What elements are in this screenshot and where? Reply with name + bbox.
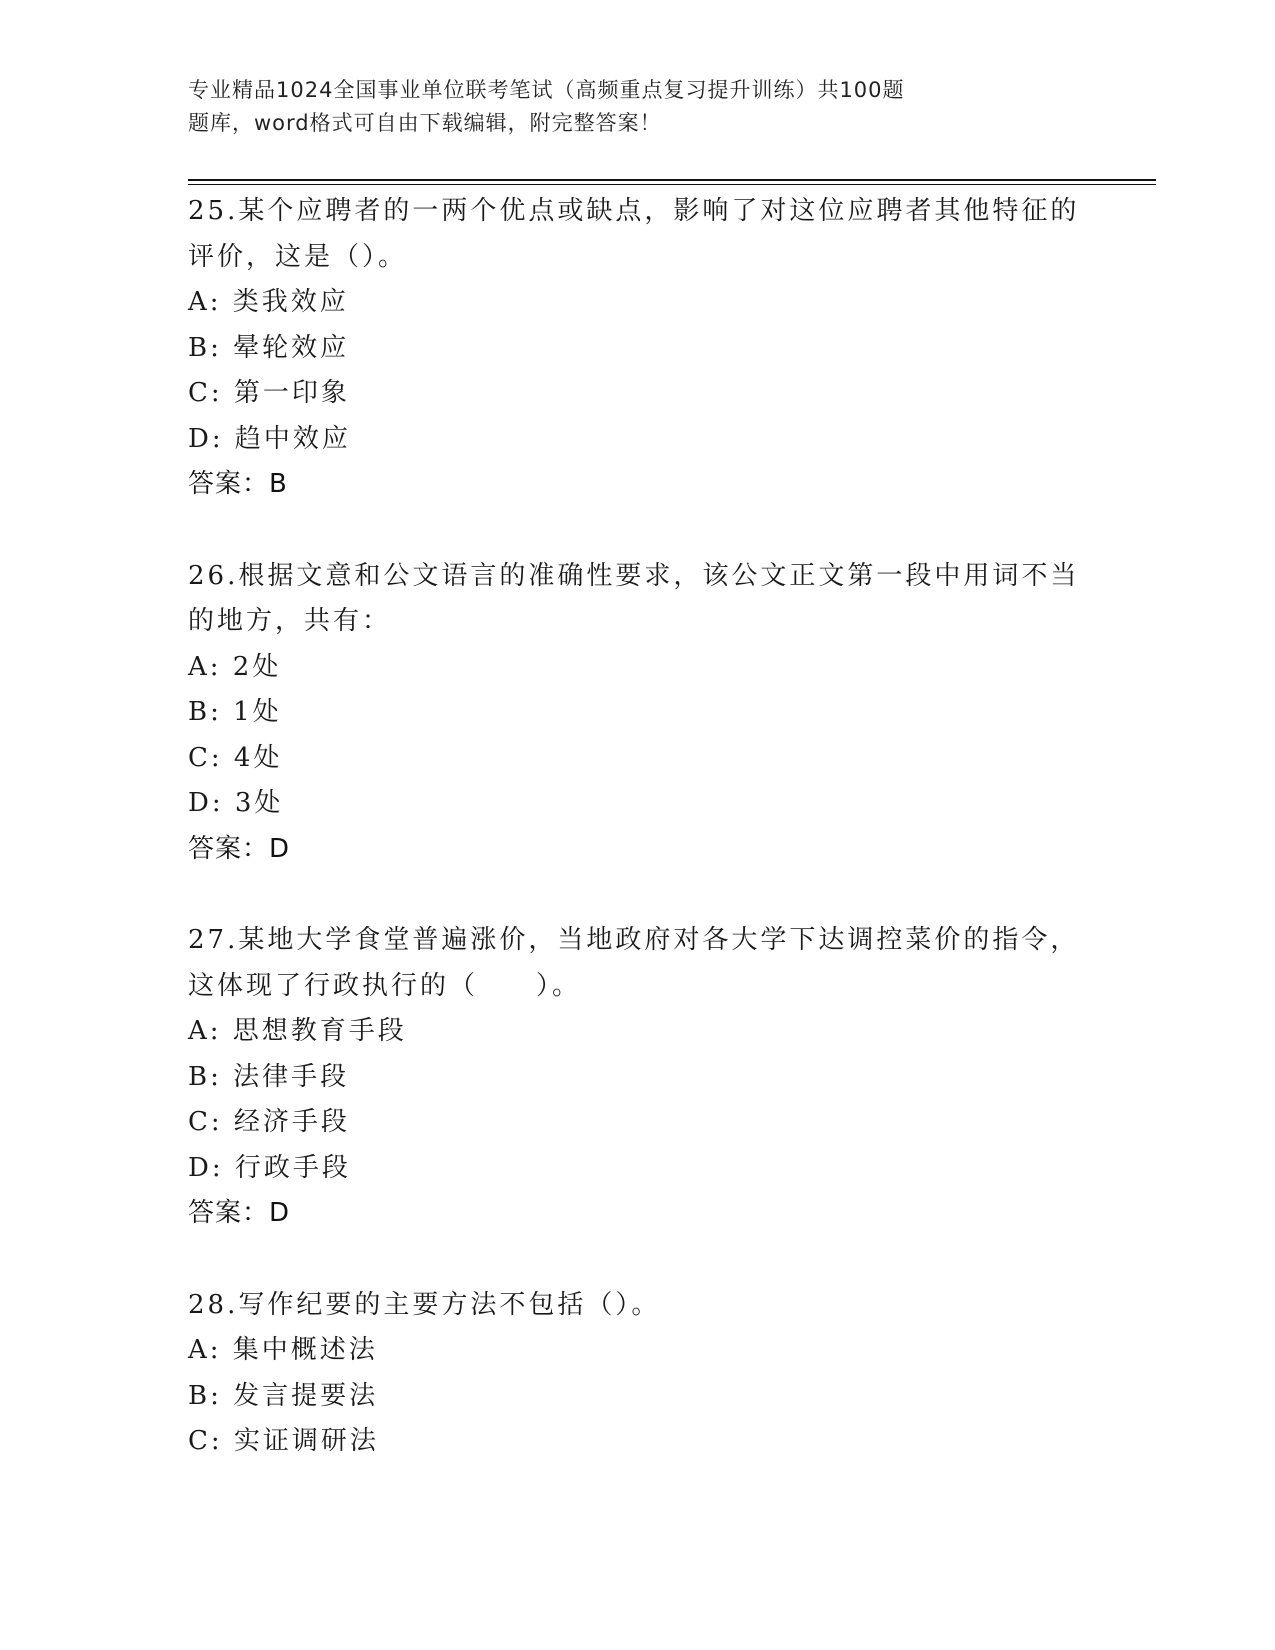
- question-stem-line: 25.某个应聘者的一两个优点或缺点，影响了对这位应聘者其他特征的: [188, 196, 1080, 226]
- option-a: A: 思想教育手段: [188, 1016, 407, 1046]
- header-divider-thin: [188, 184, 1156, 185]
- option-a: A: 类我效应: [188, 287, 349, 317]
- option-c: C: 第一印象: [188, 378, 350, 408]
- question-stem-line: 28.写作纪要的主要方法不包括（）。: [188, 1289, 661, 1320]
- option-c: C: 4处: [188, 742, 283, 773]
- answer-label: 答案：D: [188, 1198, 291, 1228]
- option-b: B: 晕轮效应: [188, 332, 350, 363]
- option-a: A: 集中概述法: [188, 1335, 378, 1365]
- document-header: [188, 74, 1018, 140]
- answer-label: 答案：B: [188, 469, 288, 499]
- option-d: D: 行政手段: [188, 1152, 351, 1183]
- header-divider-thick: [188, 179, 1156, 181]
- header-line-1: 专业精品1024全国事业单位联考笔试（高频重点复习提升训练）共100题: [188, 78, 905, 102]
- question-27: [188, 918, 1088, 1237]
- question-25: [188, 189, 1088, 508]
- option-a: A: 2处: [188, 651, 282, 682]
- option-c: C: 经济手段: [188, 1107, 350, 1137]
- option-c: C: 实证调研法: [188, 1426, 379, 1456]
- question-stem-line: 27.某地大学食堂普遍涨价，当地政府对各大学下达调控菜价的指令，: [188, 925, 1080, 955]
- question-26: [188, 554, 1088, 873]
- answer-label: 答案：D: [188, 833, 291, 864]
- question-stem-line: 评价，这是（）。: [188, 241, 408, 272]
- question-list: [188, 189, 1088, 1511]
- option-b: B: 1处: [188, 697, 282, 727]
- option-d: D: 3处: [188, 788, 284, 818]
- option-b: B: 发言提要法: [188, 1380, 379, 1411]
- question-stem-line: 这体现了行政执行的（ ）。: [188, 970, 582, 1001]
- header-line-2: 题库，word格式可自由下载编辑，附完整答案！: [188, 111, 662, 135]
- option-b: B: 法律手段: [188, 1061, 350, 1092]
- question-28: [188, 1283, 1088, 1465]
- question-stem-line: 的地方，共有：: [188, 606, 392, 636]
- question-stem-line: 26.根据文意和公文语言的准确性要求，该公文正文第一段中用词不当: [188, 560, 1080, 591]
- option-d: D: 趋中效应: [188, 423, 351, 454]
